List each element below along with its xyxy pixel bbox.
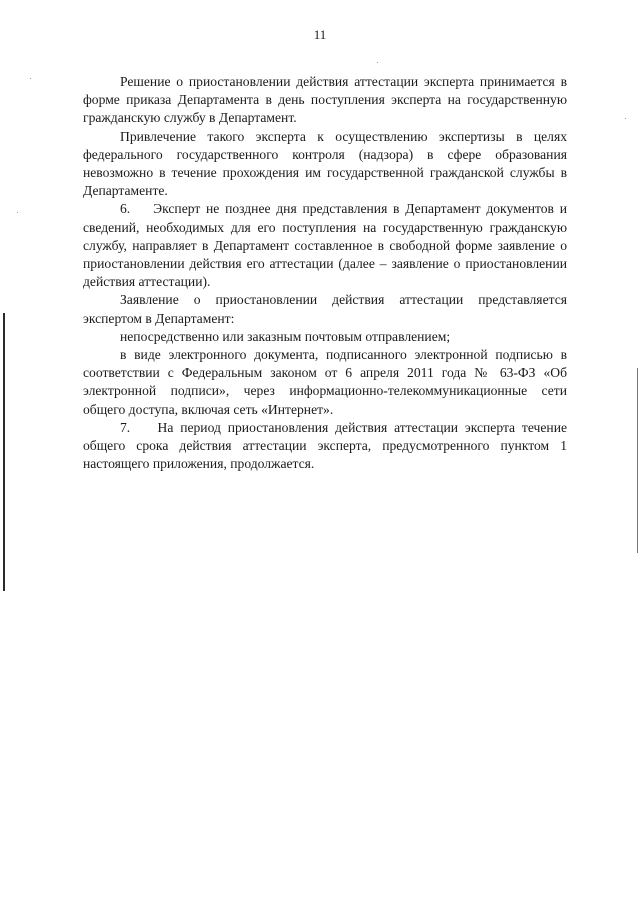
scan-edge-mark-left: [3, 313, 5, 591]
paragraph-expertise-restriction: Привлечение такого эксперта к осуществлению экспертизы в целях федерального государственного контроля (надзора) в сфере образования невозможно в течение прохождения им государственной гражданской службы в Департаменте.: [83, 128, 567, 199]
scan-speck: [30, 78, 31, 79]
scan-speck: [625, 118, 626, 119]
page-number: 11: [313, 27, 327, 42]
paragraph-application-submission: Заявление о приостановлении действия аттестации представляется экспертом в Департамент:: [83, 292, 567, 326]
paragraph-suspension-decision: Решение о приостановлении действия аттестации эксперта принимается в форме приказа Департамента в день поступления эксперта на государственную гражданскую службу в Департамент.: [83, 74, 567, 126]
paragraph-method-electronic: в виде электронного документа, подписанного электронной подписью в соответствии с Федеральным законом от 6 апреля 2011 года № 63-ФЗ «Об электронной подписи», через информационно-телекоммуникационные сети общего доступа, включая сеть «Интернет».: [83, 347, 567, 417]
paragraph-item-6: 6. Эксперт не позднее дня представления в Департамент документов и сведений, необходимых для его поступления на государственную гражданскую службу, направляет в Департамент составленное в свободной форме заявление о приостановлении действия его аттестации (далее – заявление о приостановлении действия аттестации).: [83, 201, 567, 290]
document-body: [83, 73, 567, 473]
paragraph-method-postal: непосредственно или заказным почтовым отправлением;: [120, 328, 451, 344]
paragraph-item-7: 7. На период приостановления действия аттестации эксперта течение общего срока действия аттестации эксперта, предусмотренного пунктом 1 настоящего приложения, продолжается.: [83, 419, 567, 472]
scan-speck: [17, 212, 18, 213]
scan-edge-mark-right: [637, 368, 638, 553]
scan-speck: [377, 62, 378, 63]
